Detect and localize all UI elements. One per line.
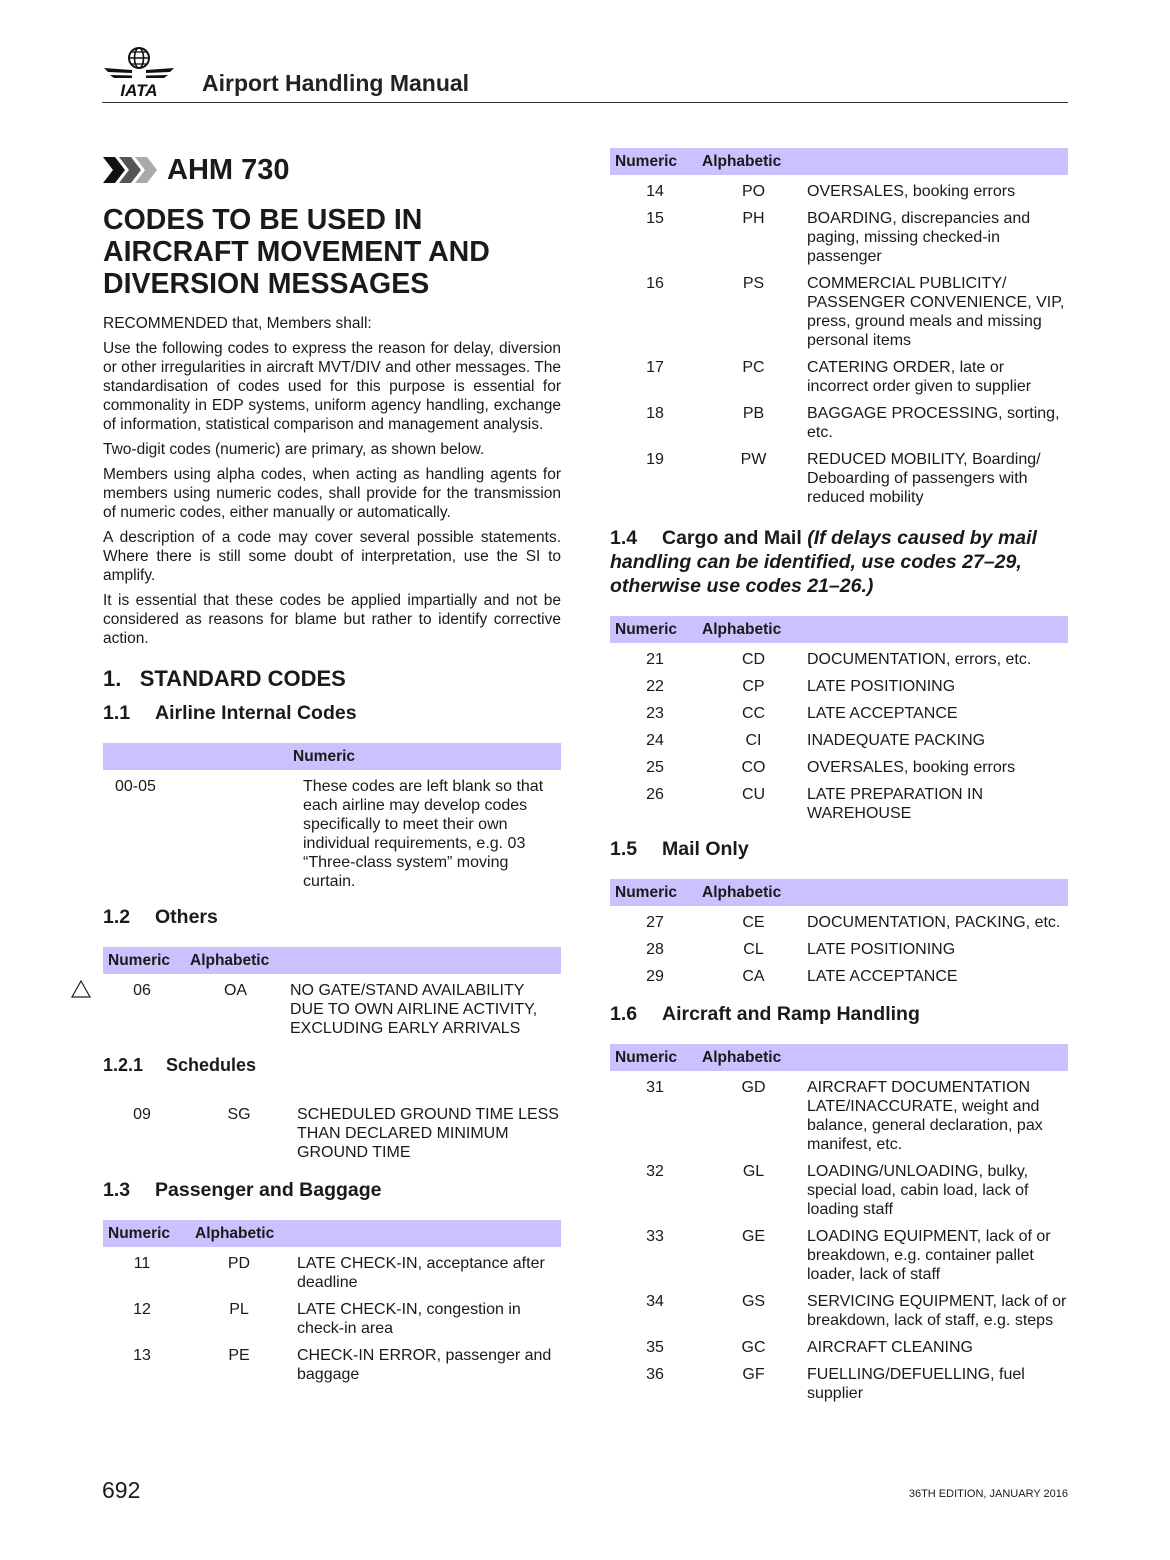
code-description: OVERSALES, booking errors [807,183,1016,200]
column-header-numeric: Numeric [108,951,171,969]
alpha-code: CA [742,968,765,985]
column-header-numeric: Numeric [615,620,678,638]
code-description: DOCUMENTATION, errors, etc. [807,651,1032,668]
code-description: COMMERCIAL PUBLICITY/ PASSENGER CONVENIENCE, VIP, press, ground meals and missing personal items [807,275,1065,349]
alpha-code: PS [742,275,765,292]
table-row [610,906,1068,933]
code-description: SCHEDULED GROUND TIME LESS THAN DECLARED MINIMUM GROUND TIME [297,1106,559,1161]
numeric-code: 15 [646,210,664,227]
numeric-code: 32 [646,1163,664,1180]
column-header-numeric: Numeric [615,1048,678,1066]
section-number: 1. [103,666,122,691]
title-line: DIVERSION MESSAGES [103,268,430,300]
numeric-code: 17 [646,359,664,376]
subsection-number: 1.2 [103,906,131,928]
page-number: 692 [102,1477,141,1503]
code-description: FUELLING/DEFUELLING, fuel supplier [807,1366,1025,1402]
numeric-code: 33 [646,1228,664,1245]
subsection-heading [103,1055,561,1076]
table-row [103,974,561,1039]
code-description: LATE POSITIONING [807,941,956,958]
subsection-title: Aircraft and Ramp Handling [662,1003,920,1025]
paragraph: A description of a code may cover several possible statements. Where there is still some doubt of interpretation, use the SI to amplify. [103,529,561,584]
document-title [103,204,561,300]
table-row [610,1285,1068,1331]
code-description: BAGGAGE PROCESSING, sorting, etc. [807,405,1060,441]
code-description: LATE ACCEPTANCE [807,968,958,985]
column-header-numeric: Numeric [615,883,678,901]
table-row [610,670,1068,697]
subsection-heading [103,702,561,725]
table-header [610,148,1068,175]
numeric-code: 18 [646,405,664,422]
subsection-number: 1.5 [610,838,638,860]
alpha-code: PW [740,451,767,468]
subsection-number: 1.1 [103,702,131,724]
title-line: AIRCRAFT MOVEMENT AND [103,236,490,268]
alpha-code: GF [742,1366,765,1383]
code-description: DOCUMENTATION, PACKING, etc. [807,914,1061,931]
numeric-code: 27 [646,914,664,931]
manual-title: Airport Handling Manual [202,70,470,96]
table-row [610,724,1068,751]
subsection-heading [103,1179,561,1202]
alpha-code: GE [741,1228,766,1245]
table-row [610,175,1068,202]
code-description: CATERING ORDER, late or incorrect order given to supplier [807,359,1032,395]
alpha-code: CD [741,651,766,668]
title-line: CODES TO BE USED IN [103,204,423,236]
section-heading [103,666,561,692]
alpha-code: OA [223,982,248,999]
table-header [610,1044,1068,1071]
table-row [610,778,1068,824]
code-description: CHECK-IN ERROR, passenger and baggage [297,1347,552,1383]
alpha-code: PH [742,210,765,227]
ahm-code: AHM 730 [167,153,290,186]
numeric-code: 25 [646,759,664,776]
paragraph: Members using alpha codes, when acting as handling agents for members using numeric codes, shall provide for the transmission of numeric codes, either manually or automatically. [103,466,561,521]
code-description: LATE CHECK-IN, congestion in check-in area [297,1301,521,1337]
table-header [103,743,561,770]
numeric-code: 35 [646,1339,664,1356]
subsection-number: 1.6 [610,1003,638,1025]
numeric-code: 22 [646,678,664,695]
table-row [610,960,1068,987]
numeric-code: 31 [646,1079,664,1096]
column-header-alphabetic: Alphabetic [190,951,270,969]
table-header [103,947,561,974]
numeric-code: 23 [646,705,664,722]
paragraph: Use the following codes to express the reason for delay, diversion or other irregularities in aircraft MVT/DIV and other messages. The standardisation of codes used for this purpose is essential for commonality in EDP systems, uniform agency handling, exchange of information, statistical comparison and management analysis. [103,340,561,433]
alpha-code: CP [742,678,765,695]
code-range: 00-05 [115,778,156,795]
subsection-title: Airline Internal Codes [155,702,357,724]
numeric-code: 21 [646,651,664,668]
alpha-code: GD [741,1079,766,1096]
code-description: LATE CHECK-IN, acceptance after deadline [297,1255,545,1291]
column-header-numeric: Numeric [293,747,356,765]
table-row [610,1358,1068,1404]
code-description: LATE ACCEPTANCE [807,705,958,722]
column-header-alphabetic: Alphabetic [702,620,782,638]
alpha-code: CO [741,759,766,776]
subsection-note: (If delays caused by mail handling can be identified, use codes 27–29, otherwise use codes 21–26.) [610,527,1037,597]
table-row [610,1155,1068,1220]
alpha-code: SG [227,1106,251,1123]
numeric-code: 36 [646,1366,664,1383]
subsection-heading [610,838,1068,861]
table-row [103,1293,561,1339]
code-description: LOADING EQUIPMENT, lack of or breakdown, e.g. container pallet loader, lack of staff [807,1228,1051,1283]
alpha-code: GS [741,1293,766,1310]
table-row [610,351,1068,397]
column-header-alphabetic: Alphabetic [702,1048,782,1066]
subsection-heading [610,526,1068,598]
table-row [610,202,1068,267]
code-description: AIRCRAFT DOCUMENTATION LATE/INACCURATE, weight and balance, general declaration, pax manifest, etc. [807,1079,1043,1153]
alpha-code: PB [742,405,765,422]
code-description: OVERSALES, booking errors [807,759,1016,776]
code-description: NO GATE/STAND AVAILABILITY DUE TO OWN AIRLINE ACTIVITY, EXCLUDING EARLY ARRIVALS [290,982,538,1037]
alpha-code: CI [745,732,762,749]
alpha-code: PL [229,1301,249,1318]
alpha-code: PE [228,1347,250,1364]
numeric-code: 14 [646,183,664,200]
code-description: REDUCED MOBILITY, Boarding/ Deboarding of passengers with reduced mobility [807,451,1041,506]
table-header [103,1220,561,1247]
subsection-title: Passenger and Baggage [155,1179,382,1201]
table-row [610,267,1068,351]
numeric-code: 06 [133,982,151,999]
table-header [610,616,1068,643]
chevron-arrows-icon [103,155,159,185]
code-description: These codes are left blank so that each airline may develop codes specifically to meet their own individual requirements, e.g. 03 “Three-class system” moving curtain. [303,778,544,890]
numeric-code: 19 [646,451,664,468]
numeric-code: 16 [646,275,664,292]
numeric-code: 28 [646,941,664,958]
paragraph: Two-digit codes (numeric) are primary, as shown below. [103,441,485,458]
alpha-code: CL [743,941,764,958]
code-description: BOARDING, discrepancies and paging, missing checked-in passenger [807,210,1031,265]
alpha-code: PC [742,359,765,376]
alpha-code: CE [742,914,765,931]
table-row [610,697,1068,724]
iata-logo [102,44,176,98]
section-title: STANDARD CODES [139,666,346,691]
alpha-code: PD [227,1255,251,1272]
left-column [103,148,561,1385]
alpha-code: GC [741,1339,766,1356]
iata-logo-text: IATA [120,81,158,98]
numeric-code: 11 [133,1255,151,1272]
ahm-heading [103,150,561,190]
subsection-heading [610,1003,1068,1026]
numeric-code: 09 [133,1106,151,1123]
table-header [610,879,1068,906]
code-description: LATE POSITIONING [807,678,956,695]
numeric-code: 29 [646,968,664,985]
numeric-code: 12 [133,1301,151,1318]
numeric-code: 34 [646,1293,664,1310]
table-row [103,1339,561,1385]
column-header-numeric: Numeric [108,1224,171,1242]
table-row [610,1331,1068,1358]
alpha-code: CU [741,786,766,803]
table-row [103,1098,561,1163]
numeric-code: 13 [133,1347,151,1364]
alpha-code: CC [741,705,766,722]
alpha-code: GL [742,1163,765,1180]
subsection-heading [103,906,561,929]
table-row [610,643,1068,670]
table-row [610,1071,1068,1155]
code-description: SERVICING EQUIPMENT, lack of or breakdown, lack of staff, e.g. steps [807,1293,1067,1329]
code-description: INADEQUATE PACKING [807,732,986,749]
subsection-title: Schedules [166,1055,257,1075]
paragraph: It is essential that these codes be applied impartially and not be considered as reasons for blame but rather to identify corrective action. [103,592,561,647]
column-header-alphabetic: Alphabetic [702,883,782,901]
table-row [610,751,1068,778]
table-row [103,770,561,892]
subsection-title: Others [155,906,218,928]
table-row [610,933,1068,960]
alpha-code: PO [741,183,766,200]
code-description: AIRCRAFT CLEANING [807,1339,973,1356]
subsection-number: 1.2.1 [103,1055,144,1075]
table-row [610,397,1068,443]
right-column [610,148,1068,1404]
edition-label: 36TH EDITION, JANUARY 2016 [908,1488,1068,1500]
numeric-code: 26 [646,786,664,803]
page-header [102,40,1068,103]
table-row [103,1247,561,1293]
change-marker-triangle-icon [71,980,91,998]
code-description: LATE PREPARATION IN WAREHOUSE [807,786,984,822]
subsection-title: Cargo and Mail [662,527,802,549]
subsection-number: 1.3 [103,1179,131,1201]
subsection-title: Mail Only [662,838,749,860]
subsection-number: 1.4 [610,527,638,549]
table-row [610,1220,1068,1285]
paragraph: RECOMMENDED that, Members shall: [103,315,372,332]
numeric-code: 24 [646,732,664,749]
code-description: LOADING/UNLOADING, bulky, special load, cabin load, lack of loading staff [807,1163,1029,1218]
column-header-numeric: Numeric [615,152,678,170]
table-row [610,443,1068,508]
column-header-alphabetic: Alphabetic [195,1224,275,1242]
column-header-alphabetic: Alphabetic [702,152,782,170]
